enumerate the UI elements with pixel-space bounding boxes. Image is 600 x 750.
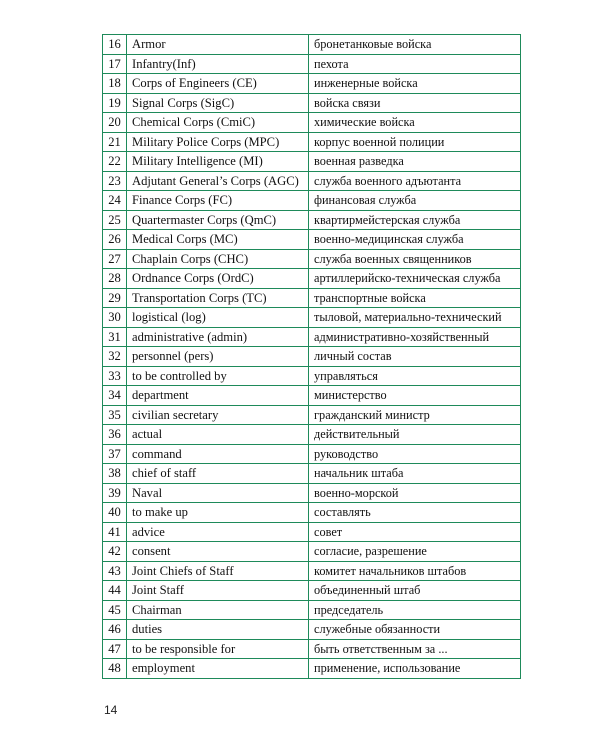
english-term: Chaplain Corps (CHC) xyxy=(127,249,309,269)
english-term: Joint Staff xyxy=(127,581,309,601)
russian-translation: тыловой, материально-технический xyxy=(309,308,521,328)
table-row xyxy=(103,561,521,581)
english-term: administrative (admin) xyxy=(127,327,309,347)
row-number: 47 xyxy=(103,639,127,659)
russian-translation: личный состав xyxy=(309,347,521,367)
russian-translation: служба военного адъютанта xyxy=(309,171,521,191)
russian-translation: химические войска xyxy=(309,113,521,133)
row-number: 43 xyxy=(103,561,127,581)
table-row xyxy=(103,581,521,601)
russian-translation: начальник штаба xyxy=(309,464,521,484)
russian-translation: управляться xyxy=(309,366,521,386)
russian-translation: составлять xyxy=(309,503,521,523)
row-number: 17 xyxy=(103,54,127,74)
english-term: Military Police Corps (MPC) xyxy=(127,132,309,152)
table-row xyxy=(103,210,521,230)
table-row xyxy=(103,366,521,386)
row-number: 41 xyxy=(103,522,127,542)
english-term: Finance Corps (FC) xyxy=(127,191,309,211)
table-row xyxy=(103,35,521,55)
table-row xyxy=(103,444,521,464)
russian-translation: комитет начальников штабов xyxy=(309,561,521,581)
russian-translation: войска связи xyxy=(309,93,521,113)
table-row xyxy=(103,191,521,211)
russian-translation: руководство xyxy=(309,444,521,464)
english-term: Adjutant General’s Corps (AGC) xyxy=(127,171,309,191)
russian-translation: бронетанковые войска xyxy=(309,35,521,55)
row-number: 29 xyxy=(103,288,127,308)
english-term: Armor xyxy=(127,35,309,55)
russian-translation: быть ответственным за ... xyxy=(309,639,521,659)
table-row xyxy=(103,600,521,620)
table-row xyxy=(103,542,521,562)
table-row xyxy=(103,522,521,542)
row-number: 24 xyxy=(103,191,127,211)
row-number: 44 xyxy=(103,581,127,601)
table-row xyxy=(103,308,521,328)
english-term: Signal Corps (SigC) xyxy=(127,93,309,113)
russian-translation: транспортные войска xyxy=(309,288,521,308)
english-term: Joint Chiefs of Staff xyxy=(127,561,309,581)
table-row xyxy=(103,288,521,308)
row-number: 31 xyxy=(103,327,127,347)
russian-translation: служебные обязанности xyxy=(309,620,521,640)
table-row xyxy=(103,620,521,640)
row-number: 23 xyxy=(103,171,127,191)
row-number: 33 xyxy=(103,366,127,386)
row-number: 30 xyxy=(103,308,127,328)
english-term: actual xyxy=(127,425,309,445)
english-term: to be controlled by xyxy=(127,366,309,386)
row-number: 48 xyxy=(103,659,127,679)
english-term: Corps of Engineers (CE) xyxy=(127,74,309,94)
russian-translation: пехота xyxy=(309,54,521,74)
russian-translation: военно-медицинская служба xyxy=(309,230,521,250)
table-row xyxy=(103,93,521,113)
row-number: 26 xyxy=(103,230,127,250)
table-row xyxy=(103,483,521,503)
table-row xyxy=(103,327,521,347)
row-number: 32 xyxy=(103,347,127,367)
english-term: civilian secretary xyxy=(127,405,309,425)
russian-translation: председатель xyxy=(309,600,521,620)
russian-translation: служба военных священников xyxy=(309,249,521,269)
english-term: department xyxy=(127,386,309,406)
english-term: logistical (log) xyxy=(127,308,309,328)
english-term: Naval xyxy=(127,483,309,503)
russian-translation: инженерные войска xyxy=(309,74,521,94)
english-term: Military Intelligence (MI) xyxy=(127,152,309,172)
english-term: chief of staff xyxy=(127,464,309,484)
row-number: 21 xyxy=(103,132,127,152)
row-number: 40 xyxy=(103,503,127,523)
table-row xyxy=(103,132,521,152)
russian-translation: согласие, разрешение xyxy=(309,542,521,562)
english-term: Chairman xyxy=(127,600,309,620)
row-number: 39 xyxy=(103,483,127,503)
russian-translation: применение, использование xyxy=(309,659,521,679)
russian-translation: действительный xyxy=(309,425,521,445)
russian-translation: объединенный штаб xyxy=(309,581,521,601)
english-term: Medical Corps (MC) xyxy=(127,230,309,250)
table-row xyxy=(103,386,521,406)
english-term: command xyxy=(127,444,309,464)
english-term: personnel (pers) xyxy=(127,347,309,367)
row-number: 38 xyxy=(103,464,127,484)
russian-translation: артиллерийско-техническая служба xyxy=(309,269,521,289)
english-term: Quartermaster Corps (QmC) xyxy=(127,210,309,230)
english-term: duties xyxy=(127,620,309,640)
table-row xyxy=(103,230,521,250)
english-term: advice xyxy=(127,522,309,542)
english-term: to make up xyxy=(127,503,309,523)
table-row xyxy=(103,113,521,133)
table-row xyxy=(103,347,521,367)
table-row xyxy=(103,54,521,74)
russian-translation: министерство xyxy=(309,386,521,406)
row-number: 18 xyxy=(103,74,127,94)
russian-translation: гражданский министр xyxy=(309,405,521,425)
vocabulary-table xyxy=(102,34,521,679)
table-row xyxy=(103,171,521,191)
row-number: 25 xyxy=(103,210,127,230)
russian-translation: корпус военной полиции xyxy=(309,132,521,152)
row-number: 46 xyxy=(103,620,127,640)
english-term: consent xyxy=(127,542,309,562)
row-number: 19 xyxy=(103,93,127,113)
row-number: 16 xyxy=(103,35,127,55)
table-row xyxy=(103,249,521,269)
english-term: Ordnance Corps (OrdC) xyxy=(127,269,309,289)
english-term: Transportation Corps (TC) xyxy=(127,288,309,308)
row-number: 22 xyxy=(103,152,127,172)
english-term: Infantry(Inf) xyxy=(127,54,309,74)
row-number: 45 xyxy=(103,600,127,620)
russian-translation: административно-хозяйственный xyxy=(309,327,521,347)
russian-translation: финансовая служба xyxy=(309,191,521,211)
row-number: 36 xyxy=(103,425,127,445)
row-number: 42 xyxy=(103,542,127,562)
english-term: Chemical Corps (CmiC) xyxy=(127,113,309,133)
table-row xyxy=(103,152,521,172)
vocabulary-table-body xyxy=(103,35,521,679)
row-number: 28 xyxy=(103,269,127,289)
row-number: 20 xyxy=(103,113,127,133)
table-row xyxy=(103,639,521,659)
table-row xyxy=(103,464,521,484)
russian-translation: военная разведка xyxy=(309,152,521,172)
table-row xyxy=(103,425,521,445)
page-number: 14 xyxy=(104,703,118,717)
row-number: 34 xyxy=(103,386,127,406)
table-row xyxy=(103,659,521,679)
english-term: to be responsible for xyxy=(127,639,309,659)
row-number: 35 xyxy=(103,405,127,425)
row-number: 27 xyxy=(103,249,127,269)
table-row xyxy=(103,269,521,289)
russian-translation: военно-морской xyxy=(309,483,521,503)
row-number: 37 xyxy=(103,444,127,464)
table-row xyxy=(103,503,521,523)
table-row xyxy=(103,405,521,425)
russian-translation: совет xyxy=(309,522,521,542)
english-term: employment xyxy=(127,659,309,679)
russian-translation: квартирмейстерская служба xyxy=(309,210,521,230)
table-row xyxy=(103,74,521,94)
